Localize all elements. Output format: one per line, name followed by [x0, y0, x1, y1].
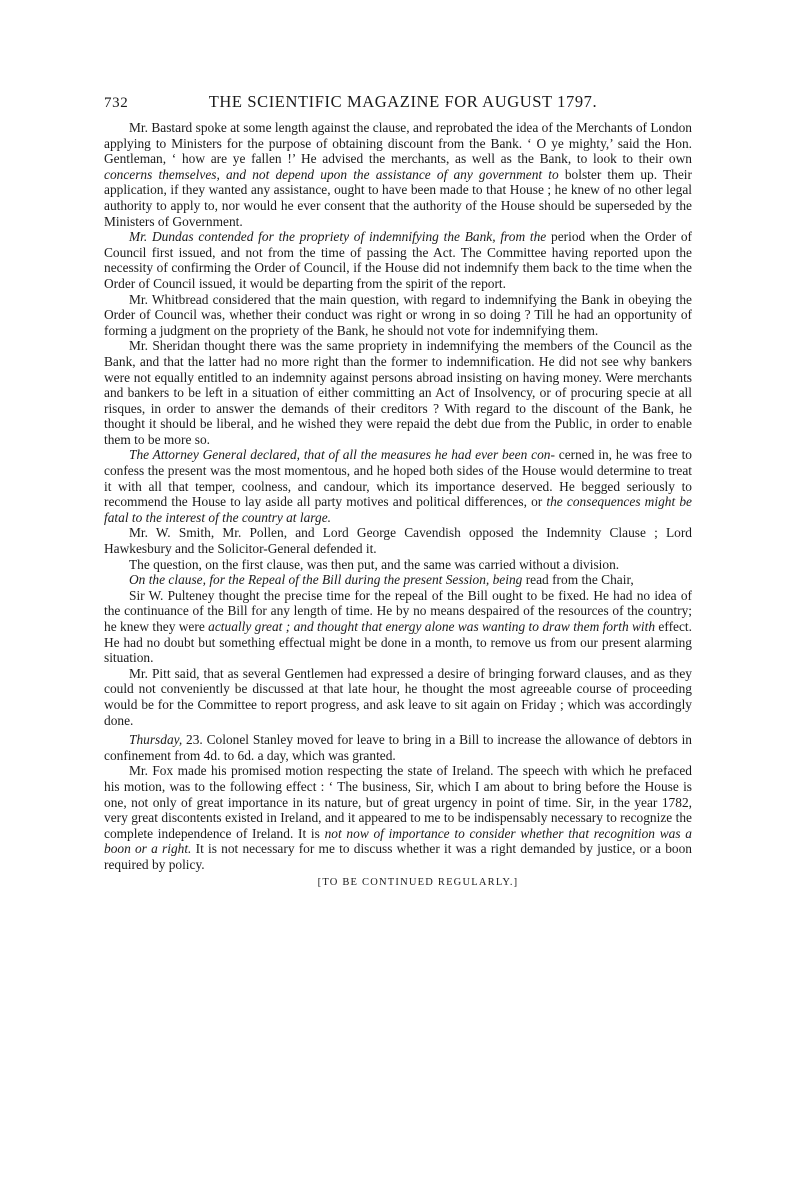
paragraph — [104, 588, 692, 666]
italic-text-run: The Attorney General declared, that of all the measures he had ever been con- — [129, 447, 555, 463]
italic-text-run: actually great ; and thought that energy alone was wanting to draw them forth with — [208, 619, 656, 634]
article-body — [104, 120, 692, 873]
paragraph — [104, 732, 692, 763]
paragraph — [104, 666, 692, 728]
continued-notice: [TO BE CONTINUED REGULARLY.] — [317, 876, 519, 888]
italic-text-run: Thursday, — [129, 732, 183, 748]
paragraph — [104, 338, 692, 447]
italic-text-run: not now of importance to consider whether that recognition was a boon or a right. — [104, 825, 692, 857]
text-run: Mr. Whitbread considered that the main question, with regard to indemnifying the Bank in obeying the Order of Council was, whether their conduct was right or wrong in so doing ? Till he had an opportunity of forming a judgment on the propriety of the Bank, he should not vote for indemnifying them. — [104, 291, 692, 338]
text-run: Mr. Fox made his promised motion respecting the state of Ireland. The speech with which he prefaced his motion, was to the following effect : ‘ The business, Sir, which I am about to bring before the House is one, not only of great importance in its nature, but of great urgency in point of time. Sir, in the year 1782, very great discontents existed in Ireland, and it appeared to me to be indispensably necessary to recognize the complete independence of Ireland. It is — [104, 763, 692, 841]
text-run: bolster them up. Their application, if they wanted any assistance, ought to have been made to that House ; he knew of no other legal authority to apply to, nor would he ever consent that the authority of the House should be superseded by the Ministers of Government. — [104, 166, 692, 229]
paragraph — [104, 447, 692, 525]
page-number: 732 — [104, 95, 129, 111]
text-run: Mr. Sheridan thought there was the same propriety in indemnifying the members of the Council as the Bank, and that the latter had no more right than the former to indemnification. He did not see why bankers were not equally entitled to an indemnity against persons abroad insisting on having money. Were merchants and bankers to be left in a situation of either committing an Act of Insolvency, or of procuring specie at all risques, in order to answer the demands of their creditors ? With regard to the discount of the Bank, he thought it should be liberal, and he wished they were repaid the debt due from the Public, in order to enable them to be more so. — [104, 338, 692, 447]
paragraph — [104, 572, 692, 588]
text-run: Mr. W. Smith, Mr. Pollen, and Lord George Cavendish opposed the Indemnity Clause ; Lord Hawkesbury and the Solicitor-General defended it. — [104, 525, 692, 557]
text-run: 23. Colonel Stanley moved for leave to bring in a Bill to increase the allowance of debtors in confinement from 4d. to 6d. a day, which was granted. — [104, 732, 692, 763]
text-run: period when the Order of Council first issued, and not from the time of passing the Act. The Committee having reported upon the necessity of confirming the Order of Council, if the House did not indemnify them back to the time when the Order of Council issued, it would be departing from the spirit of the report. — [104, 229, 692, 291]
paragraph — [104, 763, 692, 872]
italic-text-run: On the clause, for the Repeal of the Bill during the present Session, being — [129, 572, 523, 588]
paragraph — [104, 292, 692, 339]
running-title: THE SCIENTIFIC MAGAZINE FOR AUGUST 1797. — [208, 92, 598, 111]
text-run: It is not necessary for me to discuss whether it was a right demanded by justice, or a boon required by policy. — [104, 841, 692, 872]
text-run: Sir W. Pulteney thought the precise time for the repeal of the Bill ought to be fixed. He had no idea of the continuance of the Bill for any length of time. He by no means despaired of the resources of the country; he knew they were — [104, 587, 692, 634]
paragraph — [104, 229, 692, 291]
text-run: Mr. Pitt said, that as several Gentlemen had expressed a desire of bringing forward clauses, and as they could not conveniently be discussed at that late hour, he thought the most agreeable course of proceeding would be for the Committee to report progress, and ask leave to sit again on Friday ; which was accordingly done. — [104, 665, 692, 728]
italic-text-run: concerns themselves, and not depend upon the assistance of any government to — [104, 166, 559, 182]
text-run: read from the Chair, — [522, 572, 634, 588]
paragraph — [104, 525, 692, 556]
running-head — [104, 92, 692, 112]
text-run: cerned in, he was free to confess the present was the most momentous, and he hoped both sides of the House would determine to treat it with all that temper, coolness, and candour, which its importance deserved. He begged seriously to recommend the House to lay aside all party motives and political differences, or — [104, 447, 692, 510]
italic-text-run: the consequences might be fatal to the interest of the country at large. — [104, 494, 692, 525]
text-run: effect. He had no doubt but something effectual might be done in a month, to remove us from our present alarming situation. — [104, 619, 692, 666]
paragraph — [104, 120, 692, 229]
italic-text-run: Mr. Dundas contended for the propriety of indemnifying the Bank, from the — [129, 229, 547, 245]
text-run: Mr. Bastard spoke at some length against the clause, and reprobated the idea of the Merchants of London applying to Ministers for the purpose of obtaining discount from the Bank. ‘ O ye mighty,’ said the Hon. Gentleman, ‘ how are ye fallen !’ He advised the merchants, as well as the Bank, to look to their own — [104, 120, 692, 167]
paragraph — [104, 557, 692, 573]
text-run: The question, on the first clause, was then put, and the same was carried without a division. — [129, 556, 620, 572]
